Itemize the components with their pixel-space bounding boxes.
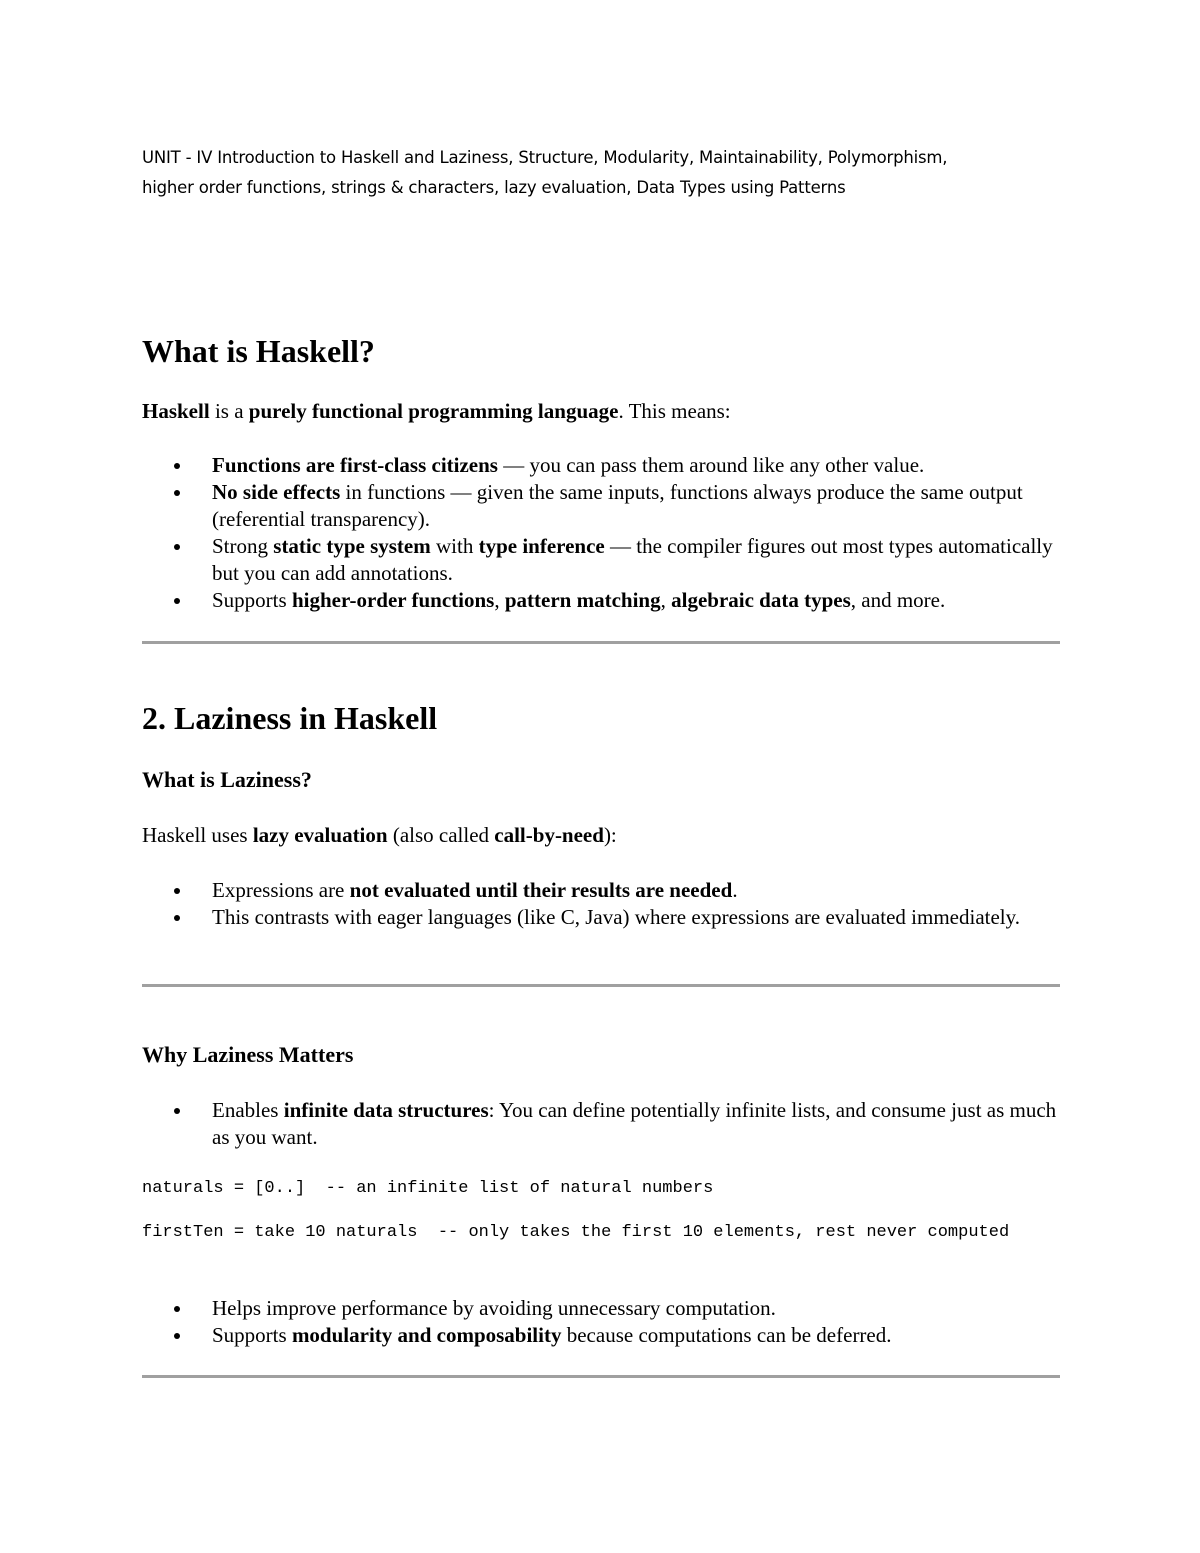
laziness-intro-paragraph: [142, 822, 1060, 849]
heading-laziness-in-haskell: 2. Laziness in Haskell: [142, 700, 438, 736]
bullet-icon: [174, 598, 180, 604]
bold-text: call-by-need: [494, 823, 604, 847]
heading-why-laziness-matters: Why Laziness Matters: [142, 1042, 354, 1067]
horizontal-rule: [142, 1375, 1060, 1378]
list-item: [142, 1097, 1060, 1151]
bold-text: higher-order functions: [291, 588, 495, 612]
unit-header-line-2: higher order functions, strings & characters, lazy evaluation, Data Types using Patterns: [142, 178, 846, 197]
list-item: [142, 877, 1060, 904]
list-item: [142, 1295, 1060, 1322]
list-item: [142, 452, 1060, 479]
bold-text: infinite data structures: [283, 1098, 489, 1122]
bold-text: algebraic data types: [671, 588, 851, 612]
bold-text: purely functional programming language: [248, 399, 619, 423]
text: Helps improve performance by avoiding unnecessary computation.: [212, 1296, 776, 1320]
text: : You can define potentially infinite lists, and consume just as much as you want.: [212, 1098, 1057, 1149]
bold-text: Functions are first-class citizens: [212, 453, 498, 477]
bullet-icon: [174, 463, 180, 469]
bullet-icon: [174, 544, 180, 550]
text: Enables: [212, 1098, 284, 1122]
text: ,: [494, 588, 505, 612]
bullet-icon: [174, 888, 180, 894]
haskell-features-list: [142, 452, 1060, 614]
unit-header: [142, 143, 1060, 203]
bold-text: static type system: [273, 534, 431, 558]
text: with: [430, 534, 479, 558]
bold-text: lazy evaluation: [252, 823, 388, 847]
horizontal-rule: [142, 984, 1060, 987]
text: — you can pass them around like any other value.: [497, 453, 925, 477]
text: ,: [660, 588, 672, 612]
bold-text: modularity and composability: [291, 1323, 562, 1347]
text: Supports: [212, 588, 292, 612]
laziness-benefits-list: [142, 1097, 1060, 1151]
bold-text: type inference: [478, 534, 605, 558]
list-item: [142, 533, 1060, 587]
bullet-icon: [174, 1333, 180, 1339]
laziness-list: [142, 877, 1060, 931]
performance-list: [142, 1295, 1060, 1349]
heading-what-is-haskell: What is Haskell?: [142, 333, 375, 369]
text: .: [732, 878, 738, 902]
text: is a: [209, 399, 249, 423]
text: Strong: [212, 534, 274, 558]
code-line-naturals: naturals = [0..] -- an infinite list of natural numbers: [142, 1179, 714, 1198]
text: Expressions are: [212, 878, 350, 902]
text: Haskell uses: [142, 823, 253, 847]
bold-text: not evaluated until their results are needed: [349, 878, 733, 902]
bullet-icon: [174, 1306, 180, 1312]
text: — the compiler figures out most types automatically but you can add annotations.: [212, 534, 1053, 585]
bold-text: No side effects: [212, 480, 341, 504]
text: because computations can be deferred.: [561, 1323, 892, 1347]
horizontal-rule: [142, 641, 1060, 644]
bold-text: pattern matching: [504, 588, 661, 612]
unit-header-line-1: UNIT - IV Introduction to Haskell and Laziness, Structure, Modularity, Maintainability, Polymorphism,: [142, 148, 948, 167]
code-line-first-ten: firstTen = take 10 naturals -- only takes the first 10 elements, rest never computed: [142, 1223, 1010, 1242]
list-item: [142, 479, 1060, 533]
text: in functions — given the same inputs, functions always produce the same output (referential transparency).: [212, 480, 1023, 531]
list-item: [142, 1322, 1060, 1349]
list-item: [142, 587, 1060, 614]
bullet-icon: [174, 490, 180, 496]
text: , and more.: [850, 588, 946, 612]
text: Supports: [212, 1323, 292, 1347]
bold-text: Haskell: [142, 399, 210, 423]
text: This contrasts with eager languages (like C, Java) where expressions are evaluated immediately.: [212, 905, 1021, 929]
heading-what-is-laziness: What is Laziness?: [142, 767, 312, 792]
text: (also called: [387, 823, 495, 847]
list-item: [142, 904, 1060, 931]
text: ):: [603, 823, 617, 847]
bullet-icon: [174, 915, 180, 921]
haskell-intro-paragraph: [142, 398, 1060, 425]
bullet-icon: [174, 1108, 180, 1114]
text: . This means:: [618, 399, 731, 423]
